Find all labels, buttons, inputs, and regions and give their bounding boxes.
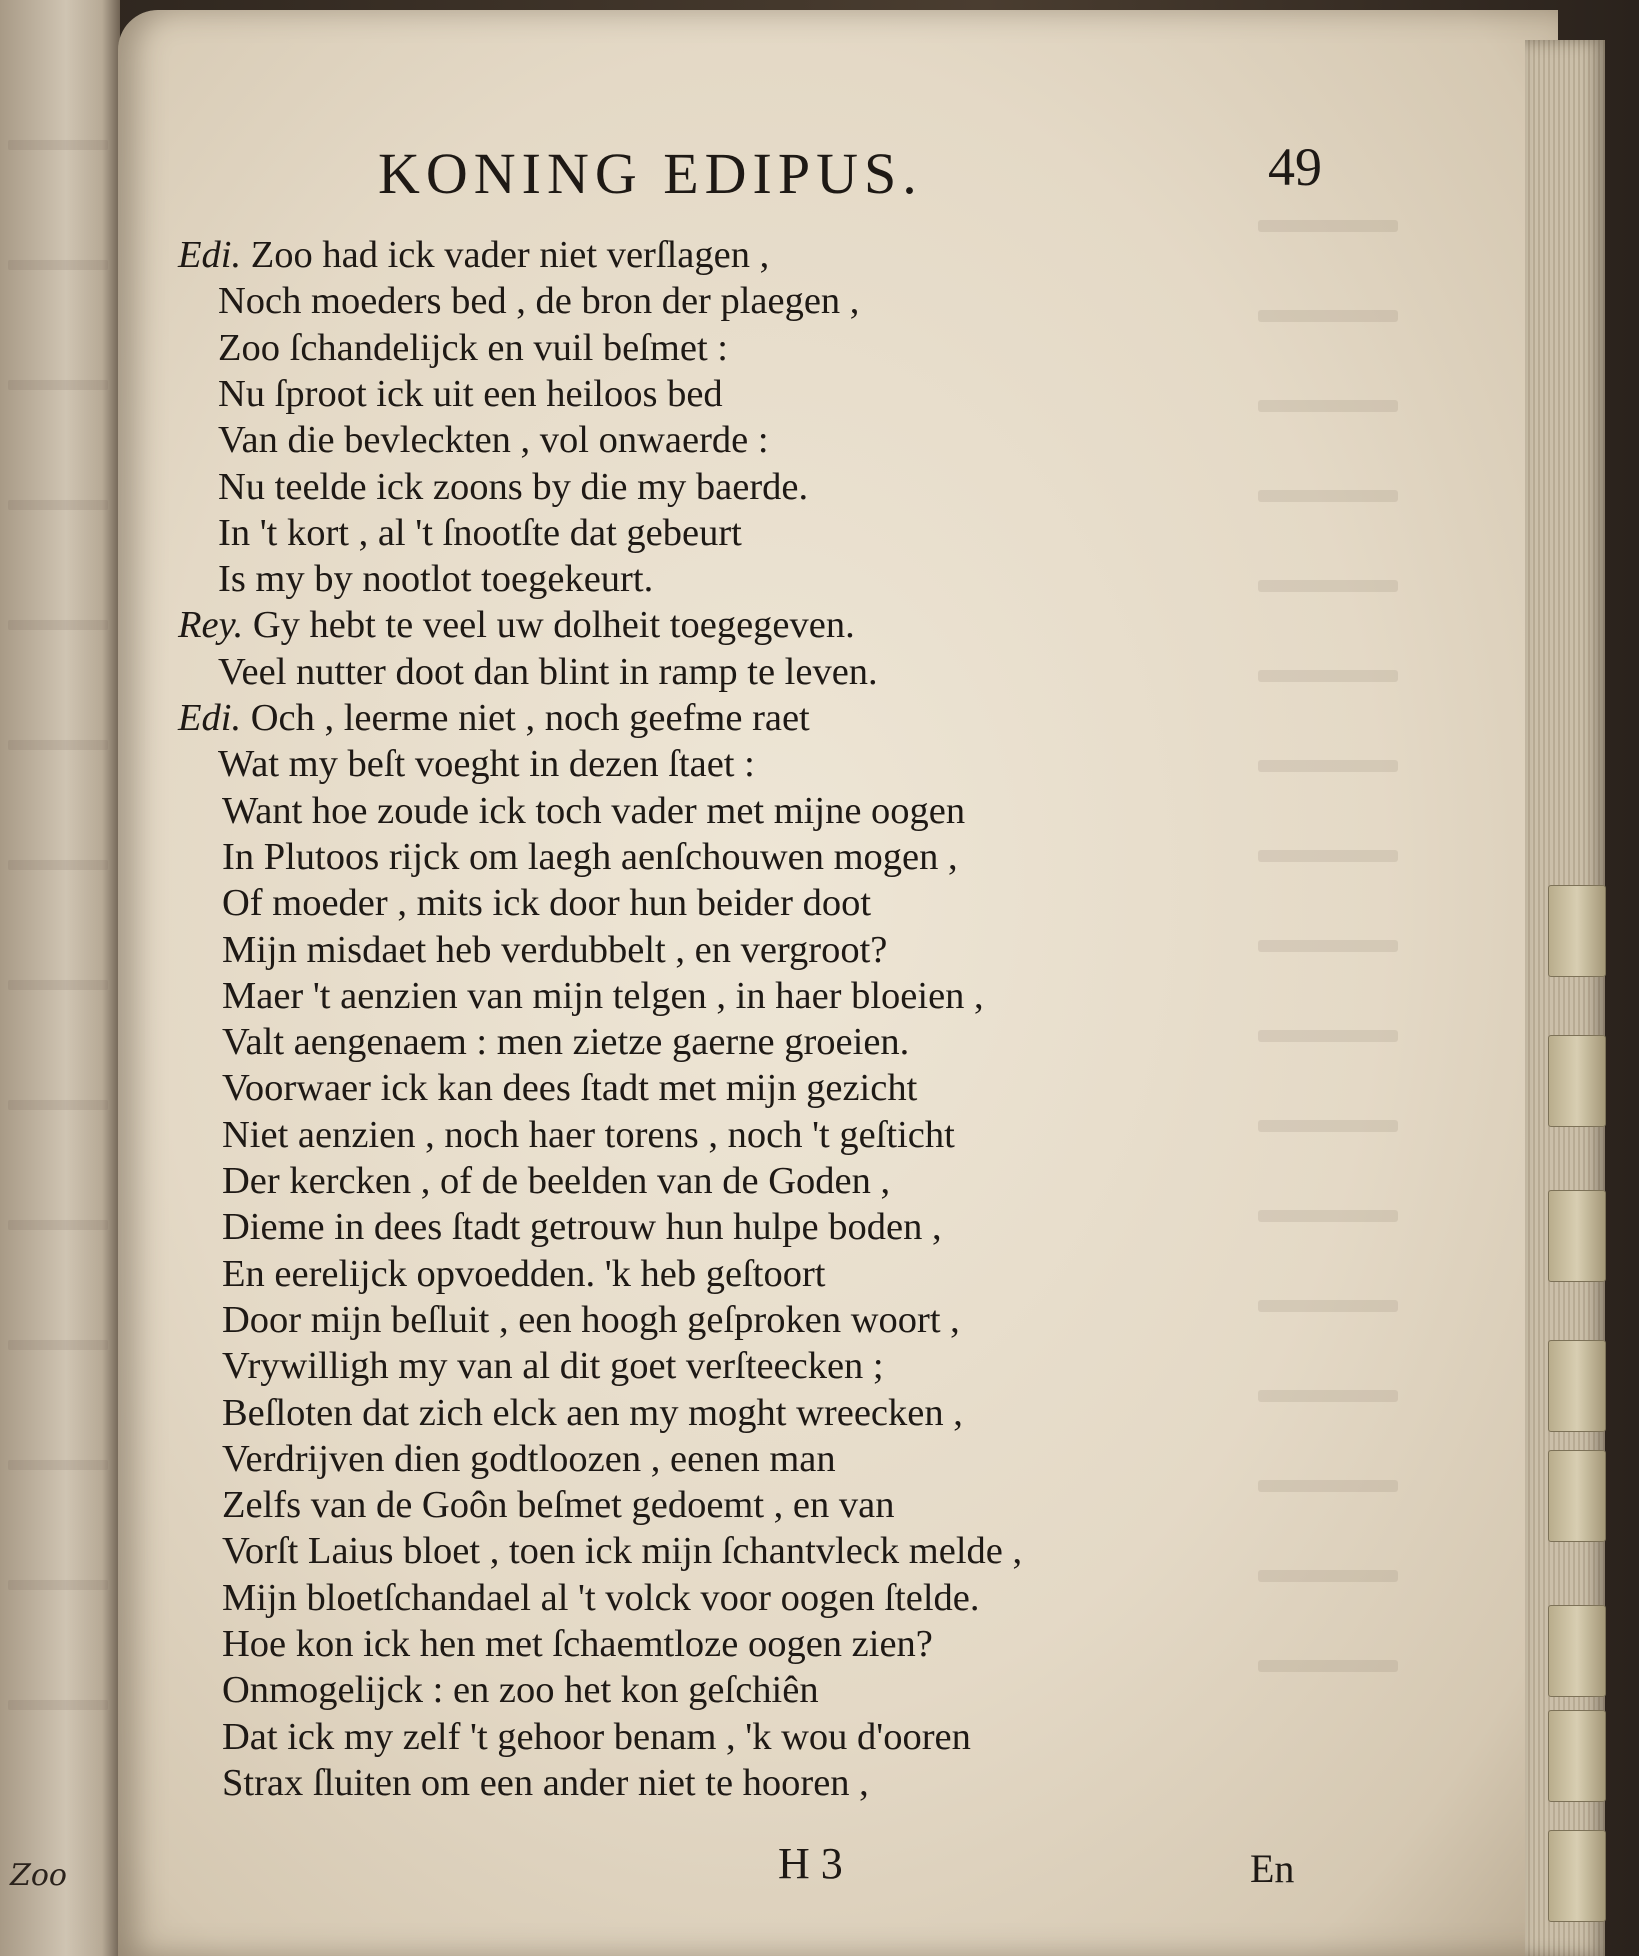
verse-line	[218, 649, 878, 695]
index-tab	[1548, 1340, 1606, 1432]
verse-text: Nu ſproot ick uit een heiloos bed	[218, 372, 723, 415]
index-tab	[1548, 885, 1606, 977]
verse-line	[222, 927, 887, 973]
left-page-edge	[0, 0, 120, 1956]
verse-text: In 't kort , al 't ſnootſte dat gebeurt	[218, 511, 742, 554]
catchword: En	[1250, 1846, 1295, 1891]
verse-line	[222, 834, 958, 880]
index-tab	[1548, 1605, 1606, 1697]
verse-text: Mijn misdaet heb verdubbelt , en vergroot?	[222, 928, 888, 971]
verse-text: Wat my beſt voeght in dezen ſtaet :	[218, 743, 755, 786]
verse-text: Verdrijven dien godtloozen , eenen man	[222, 1437, 836, 1480]
verse-line	[222, 1019, 909, 1065]
verse-line	[222, 1714, 971, 1760]
speaker-label: Edi.	[178, 697, 242, 739]
verse-line	[222, 788, 965, 834]
verse-text: Strax ſluiten om een ander niet te hooren ,	[222, 1761, 869, 1804]
verse-line	[222, 1621, 933, 1667]
verse-line	[222, 1436, 836, 1482]
verse-line	[222, 1065, 917, 1111]
verse-line	[218, 417, 769, 463]
verse-text: Maer 't aenzien van mijn telgen , in haer bloeien ,	[222, 974, 984, 1017]
verse-text: Nu teelde ick zoons by die my baerde.	[218, 465, 809, 508]
verse-line	[218, 464, 808, 510]
verse-line	[218, 510, 742, 556]
verse-text: Veel nutter doot dan blint in ramp te leven.	[218, 650, 878, 693]
verse-text: Want hoe zoude ick toch vader met mijne oogen	[222, 789, 966, 832]
verse-text: Dat ick my zelf 't gehoor benam , 'k wou d'ooren	[222, 1715, 971, 1758]
speaker-label: Rey.	[178, 604, 244, 647]
verse-line	[178, 232, 769, 278]
verse-text: Gy hebt te veel uw dolheit toegegeven.	[252, 604, 855, 647]
verse-text: Zelfs van de Goôn beſmet gedoemt , en van	[222, 1484, 895, 1527]
verse-text: Der kercken , of de beelden van de Goden ,	[222, 1160, 891, 1202]
verse-text: Door mijn beſluit , een hoogh geſproken woort ,	[222, 1298, 960, 1341]
verse-line	[222, 1158, 890, 1204]
verse-line	[222, 1204, 942, 1250]
verse-text: Onmogelijck : en zoo het kon geſchiên	[222, 1669, 819, 1712]
left-page-catchword: Zoo	[10, 1858, 67, 1893]
verse-line	[218, 556, 653, 602]
verse-line	[222, 1528, 1022, 1574]
verse-text: Voorwaer ick kan dees ſtadt met mijn gezicht	[222, 1067, 918, 1110]
index-tab	[1548, 1830, 1606, 1922]
index-tab	[1548, 1710, 1606, 1802]
verse-text: Och , leerme niet , noch geefme raet	[250, 697, 810, 739]
signature-mark: H 3	[778, 1839, 843, 1888]
verse-text: Beſloten dat zich elck aen my moght wreecken ,	[222, 1391, 963, 1434]
verse-line	[222, 1760, 869, 1806]
verse-text: Vorſt Laius bloet , toen ick mijn ſchantvleck melde ,	[222, 1530, 1023, 1573]
verse-line	[178, 695, 810, 741]
verse-line	[222, 1575, 979, 1621]
verse-line	[218, 278, 859, 324]
verse-text: Is my by nootlot toegekeurt.	[218, 558, 654, 601]
verse-text: Vrywilligh my van al dit goet verſteecken ;	[222, 1345, 884, 1388]
verse-line	[178, 602, 855, 648]
verse-line	[222, 1667, 819, 1713]
verse-text: Zoo had ick vader niet verſlagen ,	[250, 234, 770, 276]
verse-line	[222, 1482, 894, 1528]
verse-text: Van die bevleckten , vol onwaerde :	[218, 419, 769, 462]
verse-line	[218, 325, 728, 371]
verse-text: Hoe kon ick hen met ſchaemtloze oogen zien?	[222, 1623, 933, 1665]
index-tab	[1548, 1450, 1606, 1542]
verse-line	[218, 371, 723, 417]
verse-text: In Plutoos rijck om laegh aenſchouwen mogen ,	[222, 835, 958, 878]
verse-line	[222, 1251, 825, 1297]
verse-text: Dieme in dees ſtadt getrouw hun hulpe boden ,	[222, 1206, 942, 1249]
index-tab	[1548, 1190, 1606, 1282]
verse-text: Valt aengenaem : men zietze gaerne groeien.	[222, 1021, 910, 1064]
speaker-label: Edi.	[178, 234, 242, 276]
verse-line	[222, 880, 871, 926]
verse-text: Noch moeders bed , de bron der plaegen ,	[218, 280, 860, 323]
verse-text: Zoo ſchandelijck en vuil beſmet :	[218, 326, 728, 369]
verse-line	[218, 741, 755, 787]
verse-text: Niet aenzien , noch haer torens , noch 't geſticht	[222, 1113, 955, 1156]
verse-text: Of moeder , mits ick door hun beider doot	[222, 882, 872, 925]
verse-text: En eerelijck opvoedden. 'k heb geſtoort	[222, 1252, 826, 1295]
index-tab	[1548, 1035, 1606, 1127]
verse-line	[222, 1297, 960, 1343]
verse-line	[222, 1390, 963, 1436]
running-head: KONING EDIPUS.	[378, 141, 923, 206]
verse-line	[222, 1343, 884, 1389]
verse-text: Mijn bloetſchandael al 't volck voor oogen ſtelde.	[222, 1576, 980, 1619]
verse-line	[222, 1112, 955, 1158]
page-number: 49	[1268, 137, 1322, 197]
verse-line	[222, 973, 984, 1019]
